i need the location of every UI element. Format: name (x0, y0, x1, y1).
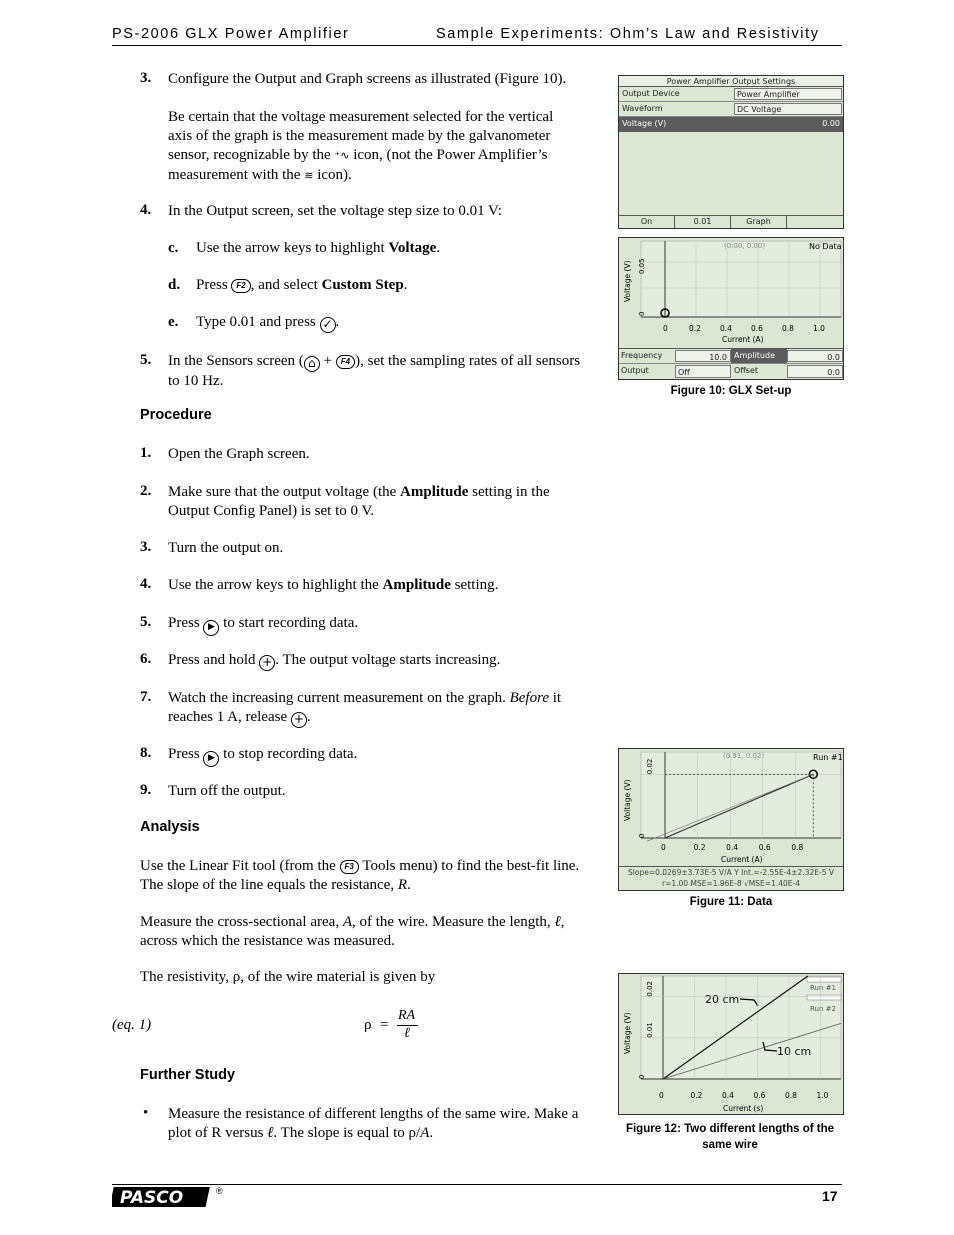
galvanometer-icon: ⁺∿ (334, 150, 350, 162)
x-axis-label: Current (A) (721, 855, 763, 864)
step-text: Press ▶ to stop recording data. (168, 745, 588, 767)
x-axis-label: Current (s) (723, 1104, 764, 1113)
output-row: Waveform DC Voltage (619, 102, 843, 117)
play-key-icon: ▶ (203, 620, 219, 636)
step-text: Configure the Output and Graph screens as illustrated (Figure 10). (168, 71, 567, 87)
step-text: In the Output screen, set the voltage step size to 0.01 V: (168, 203, 502, 219)
output-device-select[interactable]: Power Amplifier (734, 88, 842, 100)
legend-swatch (807, 977, 841, 982)
x-tick: 0.8 (782, 324, 794, 333)
step-text: Turn off the output. (168, 783, 286, 799)
x-tick: 0.2 (689, 324, 701, 333)
step3-note: Be certain that the voltage measurement selected for the vertical axis of the graph is the measurement made by the galvanometer sensor, recognizable by the ⁺∿ icon, (not the Power Amplifier’s measurement with the ≋ icon). (168, 109, 554, 183)
analysis-paragraph: Use the Linear Fit tool (from the F3 Tools menu) to find the best-fit line. The slope of the line equals the resistance, R. (140, 858, 580, 893)
output-softkeys (619, 215, 843, 228)
step-number: 1. (140, 445, 152, 461)
glx-output-screen (618, 75, 844, 229)
step-number: 3. (140, 70, 152, 86)
x-tick: 0.6 (758, 843, 771, 852)
substep-number: c. (168, 240, 179, 256)
frequency-field[interactable]: 10.0 (675, 350, 731, 362)
step-text: Turn the output on. (168, 540, 284, 556)
offset-field[interactable]: 0.0 (787, 365, 843, 378)
run-label: Run #1 (813, 753, 843, 762)
logo-text: PASCO (120, 1188, 184, 1208)
coords-readout: (0.91, 0.02) (723, 752, 765, 760)
softkey-graph[interactable]: Graph (731, 216, 787, 228)
substep-number: d. (168, 277, 181, 293)
f3-key-icon: F3 (340, 860, 359, 874)
output-screen-title: Power Amplifier Output Settings (619, 76, 843, 87)
y-tick: 0.02 (646, 981, 654, 997)
x-tick: 0 (663, 324, 668, 333)
y-axis-label: Voltage (V) (623, 1012, 632, 1054)
softkey-on[interactable]: On (619, 216, 675, 228)
x-tick: 0.6 (751, 324, 763, 333)
substep-text: Press F2 , and select Custom Step. (196, 277, 408, 293)
step-number: 5. (140, 614, 152, 630)
x-tick: 0.4 (720, 324, 732, 333)
substep-number: e. (168, 314, 179, 330)
header-right: Sample Experiments: Ohm’s Law and Resistivity (436, 26, 820, 42)
graph-settings-table: Frequency 10.0 Amplitude 0.0 Output Off Offset 0.0 (619, 348, 843, 380)
step-number: 4. (140, 202, 152, 218)
x-tick: 0.2 (690, 1091, 703, 1100)
step-number: 4. (140, 576, 152, 592)
plus-key-icon: + (259, 655, 275, 671)
step-text: Make sure that the output voltage (the Amplitude setting in the Output Config Panel) is set to 0 V. (168, 484, 550, 519)
step-number: 2. (140, 483, 152, 499)
glx-graph-screen (618, 237, 844, 380)
power-amplifier-icon: ≋ (304, 170, 314, 182)
registered-mark: ® (216, 1186, 223, 1196)
check-key-icon: ✓ (320, 317, 336, 333)
figure-10-caption: Figure 10: GLX Set-up (670, 385, 792, 397)
f4-key-icon: F4 (336, 355, 355, 369)
x-tick: 0.8 (791, 843, 804, 852)
x-tick: 0 (661, 843, 666, 852)
output-select[interactable]: Off (675, 365, 731, 378)
output-row: Output Device Power Amplifier (619, 87, 843, 102)
x-tick: 0.4 (722, 1091, 734, 1100)
output-row-selected[interactable]: Voltage (V) 0.00 (619, 117, 843, 132)
x-tick: 0.6 (753, 1091, 766, 1100)
step-number: 8. (140, 745, 152, 761)
amplitude-field[interactable]: 0.0 (787, 350, 843, 362)
y-axis-label: Voltage (V) (623, 260, 632, 302)
legend-entry: Run #1 (810, 984, 836, 992)
x-tick: 1.0 (816, 1091, 829, 1100)
y-tick: 0.02 (646, 758, 654, 775)
footer-rule (112, 1184, 842, 1185)
two-lengths-chart (619, 974, 843, 1114)
f2-key-icon: F2 (231, 279, 250, 293)
legend-swatch (807, 995, 841, 1000)
analysis-paragraph: The resistivity, ρ, of the wire material is given by (140, 969, 436, 985)
x-tick: 0.8 (785, 1091, 797, 1100)
x-tick: 0 (659, 1091, 664, 1100)
procedure-heading: Procedure (140, 407, 212, 423)
step-number: 3. (140, 539, 152, 555)
y-tick: 0 (638, 311, 646, 316)
step-text: Use the arrow keys to highlight the Amplitude setting. (168, 577, 499, 593)
x-tick: 1.0 (813, 324, 825, 333)
y-tick: 0.01 (646, 1022, 654, 1038)
step-text: Press and hold + . The output voltage starts increasing. (168, 652, 501, 669)
linear-fit-results: Slope=0.0269±3.73E-5 V/A Y Int.=-2.55E-4±2.32E-5 V r=1.00 MSE=1.96E-8 √MSE=1.40E-4 (619, 866, 843, 891)
step-number: 5. (140, 352, 152, 368)
substep-text: Use the arrow keys to highlight Voltage. (196, 240, 440, 256)
equation-denominator: ℓ (404, 1026, 410, 1041)
figure-11-caption: Figure 11: Data (689, 896, 773, 908)
annotation-20cm: 20 cm (705, 993, 740, 1006)
figure-12-caption: Figure 12: Two different lengths of the same wire (625, 1123, 835, 1151)
substep-text: Type 0.01 and press ✓ . (196, 314, 340, 331)
y-tick: 0 (638, 1074, 646, 1079)
figure-11-graph (618, 748, 844, 891)
pasco-logo (112, 1186, 210, 1208)
play-key-icon: ▶ (203, 751, 219, 767)
header-left: PS-2006 GLX Power Amplifier (112, 26, 350, 42)
y-tick: 0.05 (638, 258, 646, 274)
y-tick: 0 (638, 833, 646, 838)
analysis-heading: Analysis (140, 819, 200, 835)
softkey-step[interactable]: 0.01 (675, 216, 731, 228)
x-tick: 0.4 (726, 843, 739, 852)
page-number: 17 (822, 1188, 838, 1204)
x-tick: 0.2 (693, 843, 706, 852)
step-number: 7. (140, 689, 152, 705)
further-study-heading: Further Study (140, 1067, 236, 1083)
step-text: In the Sensors screen ( ⌂ + F4 ), set the sampling rates of all sensors to 10 Hz. (168, 353, 581, 389)
coords-readout: (0.00, 0.00) (724, 242, 766, 250)
figure-12-graph (618, 973, 844, 1115)
y-axis-label: Voltage (V) (623, 779, 632, 821)
waveform-select[interactable]: DC Voltage (734, 103, 842, 115)
further-study-text: Measure the resistance of different lengths of the same wire. Make a plot of R versus ℓ. The slope is equal to ρ/A. (168, 1106, 579, 1141)
step-text: Watch the increasing current measurement on the graph. Before it reaches 1 A, release + . (168, 690, 562, 726)
header-rule (112, 45, 842, 46)
step-text: Open the Graph screen. (168, 446, 310, 462)
equation-numerator: RA (398, 1008, 416, 1023)
graph-status: No Data (809, 242, 842, 251)
step-number: 6. (140, 651, 152, 667)
step-number: 9. (140, 782, 152, 798)
analysis-paragraph: Measure the cross-sectional area, A, of the wire. Measure the length, ℓ, across which the resistance was measured. (140, 914, 565, 949)
equation-label: (eq. 1) (112, 1017, 152, 1033)
bullet: • (143, 1105, 149, 1121)
legend-entry: Run #2 (810, 1005, 836, 1013)
plus-key-icon: + (291, 712, 307, 728)
home-key-icon: ⌂ (304, 356, 320, 372)
step-text: Press ▶ to start recording data. (168, 614, 588, 636)
x-axis-label: Current (A) (722, 335, 764, 344)
equation-lhs: ρ (364, 1017, 372, 1033)
annotation-10cm: 10 cm (777, 1045, 812, 1058)
equation-equals: = (380, 1017, 389, 1033)
